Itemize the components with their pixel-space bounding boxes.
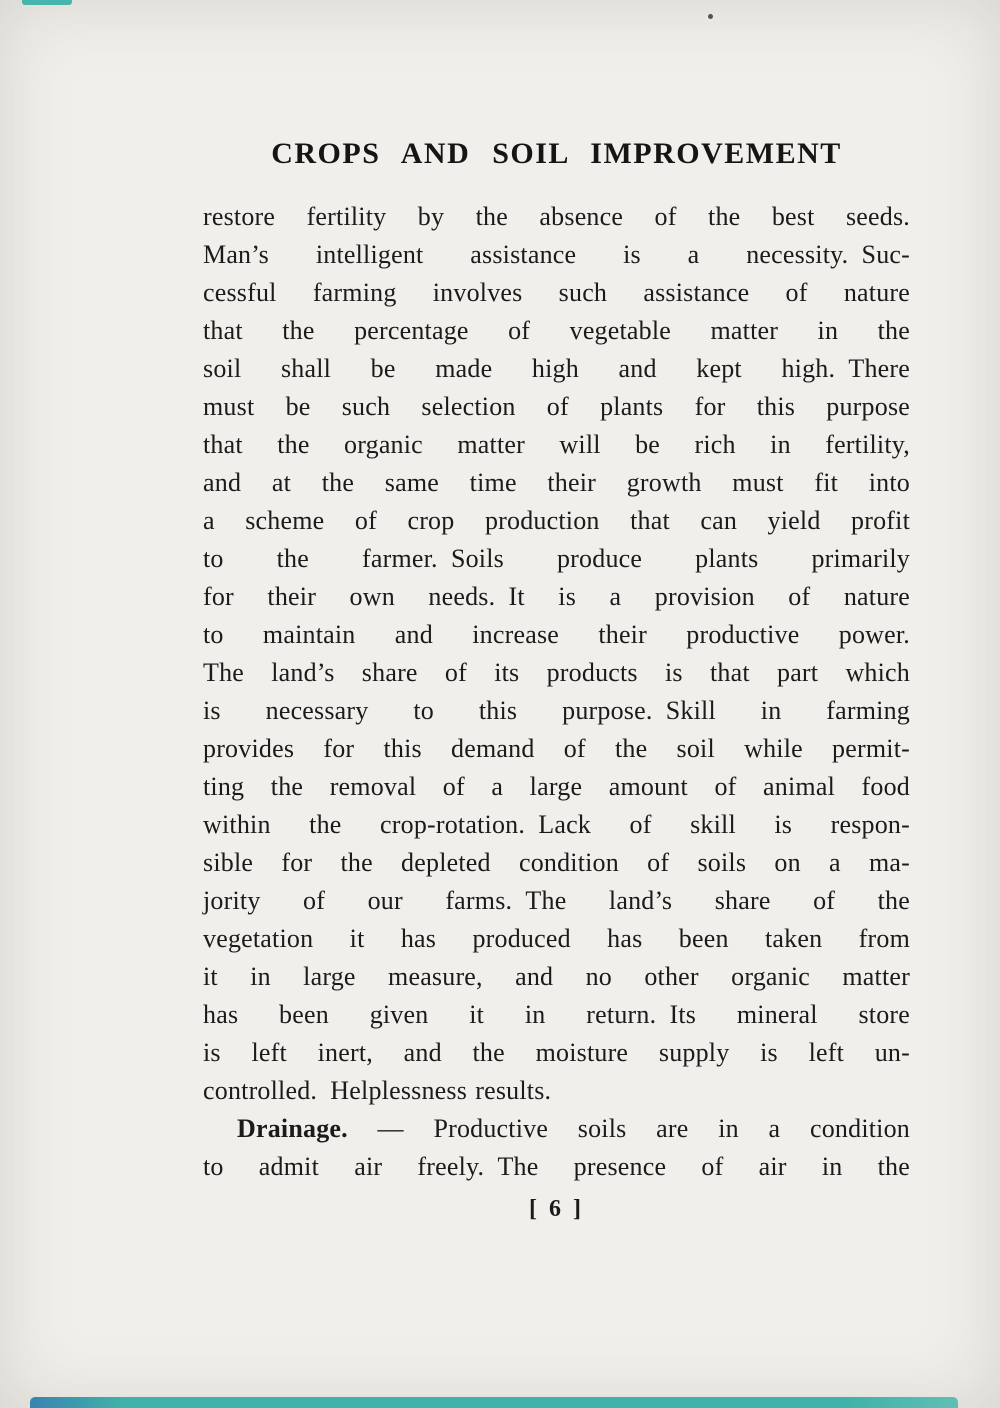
text-line: cessful farming involves such assistance of nature — [203, 278, 910, 307]
text-line: and at the same time their growth must fit into — [203, 468, 910, 497]
page-title: CROPS AND SOIL IMPROVEMENT — [271, 137, 842, 170]
text-line: a scheme of crop production that can yield profit — [203, 506, 910, 535]
text-line: within the crop-rotation. Lack of skill is respon- — [203, 810, 910, 839]
text-line: must be such selection of plants for this purpose — [203, 392, 910, 421]
text-line: to maintain and increase their productive power. — [203, 620, 910, 649]
text-line: for their own needs. It is a provision of nature — [203, 582, 910, 611]
text-line: to the farmer. Soils produce plants primarily — [203, 544, 910, 573]
text-line: has been given it in return. Its mineral store — [203, 1000, 910, 1029]
text-line: vegetation it has produced has been taken from — [203, 924, 910, 953]
text-line: ting the removal of a large amount of animal food — [203, 772, 910, 801]
text-line: sible for the depleted condition of soils on a ma- — [203, 848, 910, 877]
text-line: jority of our farms. The land’s share of the — [203, 886, 910, 915]
page-number: [ 6 ] — [529, 1196, 584, 1222]
text-line: that the organic matter will be rich in fertility, — [203, 430, 910, 459]
text-line: it in large measure, and no other organic matter — [203, 962, 910, 991]
scan-mark-top — [22, 0, 72, 5]
paragraph — [203, 198, 910, 1110]
text-line: soil shall be made high and kept high. There — [203, 354, 910, 383]
paragraph — [203, 1110, 910, 1186]
text-line: restore fertility by the absence of the best seeds. — [203, 202, 910, 231]
text-line: provides for this demand of the soil while permit- — [203, 734, 910, 763]
text-line: is necessary to this purpose. Skill in farming — [203, 696, 910, 725]
text-line: that the percentage of vegetable matter in the — [203, 316, 910, 345]
text-line: Drainage. — Productive soils are in a condition — [237, 1114, 910, 1143]
text-line: The land’s share of its products is that part which — [203, 658, 910, 687]
body-text — [203, 198, 910, 1186]
text-line: to admit air freely. The presence of air in the — [203, 1152, 910, 1181]
bold-lead-word: Drainage. — [237, 1114, 348, 1143]
scan-speck — [708, 14, 713, 19]
text-line: Man’s intelligent assistance is a necessity. Suc- — [203, 240, 910, 269]
scan-mark-bottom — [30, 1397, 958, 1408]
text-line: is left inert, and the moisture supply is left un- — [203, 1038, 910, 1067]
text-line: controlled. Helplessness results. — [203, 1076, 552, 1105]
